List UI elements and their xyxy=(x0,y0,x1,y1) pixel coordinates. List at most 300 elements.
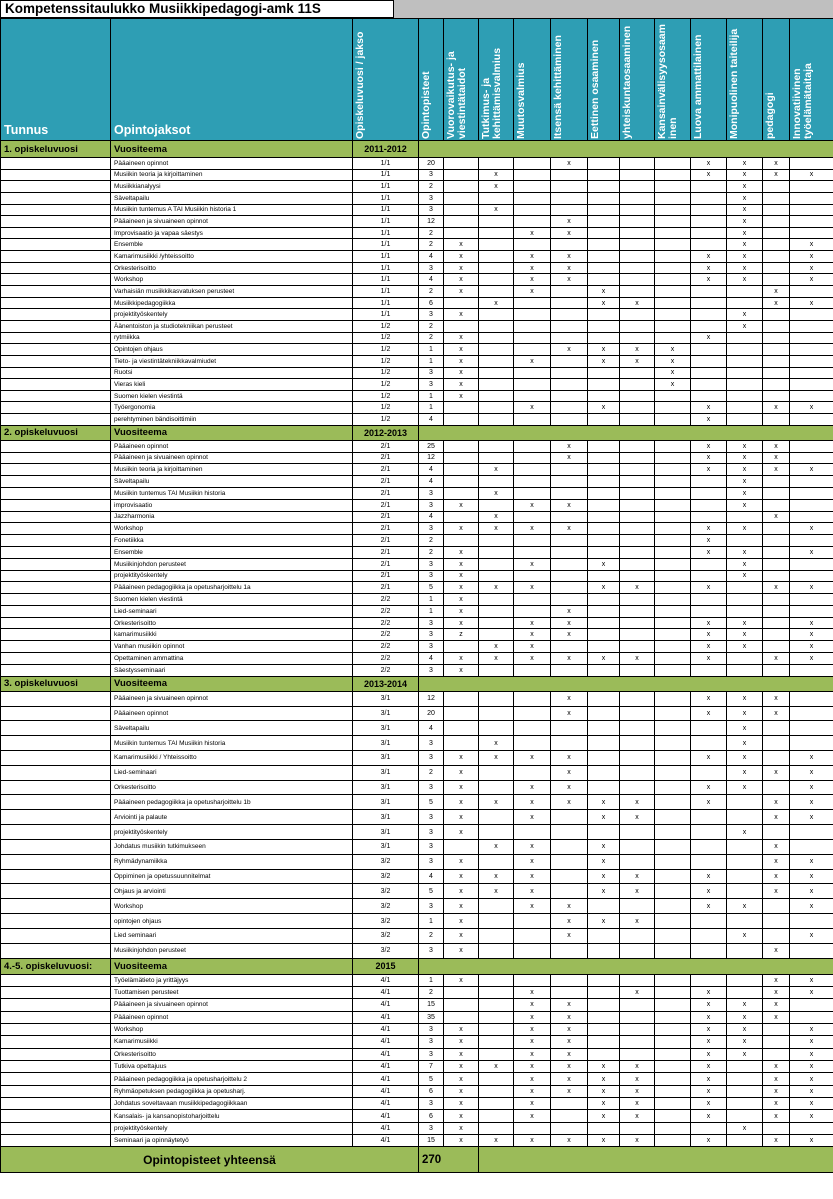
competency-mark-cell xyxy=(479,158,514,170)
competency-mark-cell xyxy=(655,943,691,958)
competency-mark-cell: x xyxy=(790,974,833,986)
column-header-competency-11 xyxy=(790,19,833,141)
competency-mark-cell xyxy=(551,239,588,251)
tunnus-cell xyxy=(1,169,111,181)
course-name-cell: projektityöskentely xyxy=(111,825,353,840)
competency-mark-cell: x xyxy=(551,158,588,170)
competency-mark-cell xyxy=(551,332,588,344)
rotated-header-label: pedagogi xyxy=(764,92,776,139)
competency-mark-cell xyxy=(691,721,727,736)
competency-mark-cell: x xyxy=(620,297,655,309)
competency-mark-cell xyxy=(691,765,727,780)
competency-mark-cell xyxy=(790,594,833,606)
competency-mark-cell: x xyxy=(763,1085,790,1097)
course-row xyxy=(1,582,833,594)
tunnus-cell xyxy=(1,464,111,476)
competency-mark-cell xyxy=(727,986,763,998)
course-name-cell: Orkesterisoitto xyxy=(111,262,353,274)
jakso-cell: 4/1 xyxy=(353,1011,419,1023)
jakso-cell: 2/2 xyxy=(353,641,419,653)
competency-mark-cell xyxy=(790,1122,833,1134)
course-name-cell: Tuottamisen perusteet xyxy=(111,986,353,998)
competency-mark-cell: x xyxy=(691,691,727,706)
competency-mark-cell xyxy=(444,464,479,476)
competency-mark-cell xyxy=(655,641,691,653)
competency-mark-cell xyxy=(551,884,588,899)
total-label: Opintopisteet yhteensä xyxy=(1,1147,419,1173)
course-row xyxy=(1,204,833,216)
tunnus-cell xyxy=(1,706,111,721)
competency-mark-cell xyxy=(551,854,588,869)
competency-mark-cell: x xyxy=(444,1036,479,1048)
competency-mark-cell: x xyxy=(620,355,655,367)
competency-mark-cell xyxy=(620,204,655,216)
tunnus-cell xyxy=(1,664,111,676)
course-name-cell: projektityöskentely xyxy=(111,1122,353,1134)
competency-mark-cell xyxy=(588,605,620,617)
competency-mark-cell: x xyxy=(691,999,727,1011)
competency-mark-cell xyxy=(479,320,514,332)
course-row xyxy=(1,535,833,547)
competency-mark-cell xyxy=(514,664,551,676)
jakso-cell: 2/1 xyxy=(353,440,419,452)
competency-mark-cell: x xyxy=(479,511,514,523)
competency-mark-cell xyxy=(444,691,479,706)
competency-mark-cell: x xyxy=(551,1011,588,1023)
jakso-cell: 4/1 xyxy=(353,974,419,986)
competency-mark-cell xyxy=(691,605,727,617)
jakso-cell: 4/1 xyxy=(353,1110,419,1122)
credits-cell: 3 xyxy=(419,367,444,379)
competency-mark-cell xyxy=(655,605,691,617)
competency-mark-cell: x xyxy=(479,839,514,854)
competency-mark-cell: x xyxy=(551,499,588,511)
credits-cell: 15 xyxy=(419,1135,444,1147)
course-name-cell: Pääaineen opinnot xyxy=(111,158,353,170)
competency-mark-cell: x xyxy=(727,239,763,251)
course-row xyxy=(1,251,833,263)
tunnus-cell xyxy=(1,943,111,958)
competency-mark-cell xyxy=(727,653,763,665)
course-name-cell: Kamarimusiikki xyxy=(111,1036,353,1048)
credits-cell: 1 xyxy=(419,344,444,356)
competency-mark-cell xyxy=(763,899,790,914)
competency-mark-cell: x xyxy=(551,452,588,464)
jakso-cell: 2/1 xyxy=(353,535,419,547)
competency-mark-cell xyxy=(763,181,790,193)
competency-mark-cell xyxy=(551,558,588,570)
competency-mark-cell: x xyxy=(551,440,588,452)
competency-mark-cell: x xyxy=(514,1023,551,1035)
course-name-cell: Musiikin teoria ja kirjoittaminen xyxy=(111,169,353,181)
course-name-cell: Oppiminen ja opetussuunnitelmat xyxy=(111,869,353,884)
competency-mark-cell: x xyxy=(691,1135,727,1147)
rotated-header-label: Kansainvälisyysosaaminen xyxy=(656,24,679,139)
tunnus-cell xyxy=(1,1011,111,1023)
competency-mark-cell: x xyxy=(444,780,479,795)
tunnus-cell xyxy=(1,594,111,606)
competency-mark-cell xyxy=(727,974,763,986)
competency-mark-cell: x xyxy=(691,1085,727,1097)
competency-mark-cell: x xyxy=(691,523,727,535)
competency-mark-cell: x xyxy=(790,854,833,869)
course-name-cell: Opettaminen ammattina xyxy=(111,653,353,665)
credits-cell: 4 xyxy=(419,511,444,523)
column-header-competency-9 xyxy=(727,19,763,141)
competency-mark-cell xyxy=(551,943,588,958)
competency-mark-cell: x xyxy=(514,1073,551,1085)
competency-mark-cell xyxy=(655,414,691,426)
jakso-cell: 4/1 xyxy=(353,986,419,998)
competency-mark-cell: x xyxy=(790,641,833,653)
competency-mark-cell: x xyxy=(691,869,727,884)
jakso-cell: 1/2 xyxy=(353,344,419,356)
competency-mark-cell xyxy=(514,943,551,958)
course-name-cell: Musiikkianalyysi xyxy=(111,181,353,193)
competency-mark-cell: x xyxy=(551,1036,588,1048)
competency-mark-cell: x xyxy=(620,884,655,899)
tunnus-cell xyxy=(1,1110,111,1122)
course-row xyxy=(1,884,833,899)
competency-mark-cell: x xyxy=(790,629,833,641)
competency-mark-cell: x xyxy=(588,1060,620,1072)
credits-cell: 1 xyxy=(419,594,444,606)
course-name-cell: Ohjaus ja arviointi xyxy=(111,884,353,899)
competency-mark-cell xyxy=(588,899,620,914)
competency-mark-cell: x xyxy=(727,499,763,511)
tunnus-cell xyxy=(1,765,111,780)
section-header-row xyxy=(1,676,833,691)
competency-mark-cell xyxy=(588,523,620,535)
competency-mark-cell: x xyxy=(444,582,479,594)
competency-mark-cell xyxy=(790,204,833,216)
competency-mark-cell xyxy=(763,332,790,344)
competency-mark-cell xyxy=(620,286,655,298)
competency-mark-cell: x xyxy=(479,750,514,765)
competency-mark-cell xyxy=(444,320,479,332)
column-header-opintojaksot: Opintojaksot xyxy=(111,19,353,141)
course-name-cell: Musiikinjohdon perusteet xyxy=(111,943,353,958)
competency-mark-cell: x xyxy=(444,1122,479,1134)
course-name-cell: Seminaari ja opinnäytetyö xyxy=(111,1135,353,1147)
competency-mark-cell: x xyxy=(727,216,763,228)
competency-mark-cell xyxy=(444,216,479,228)
competency-mark-cell xyxy=(479,535,514,547)
competency-mark-cell xyxy=(620,780,655,795)
competency-mark-cell xyxy=(691,928,727,943)
competency-mark-cell xyxy=(479,1122,514,1134)
competency-mark-cell xyxy=(691,227,727,239)
competency-mark-cell xyxy=(655,869,691,884)
course-row xyxy=(1,986,833,998)
competency-mark-cell xyxy=(620,440,655,452)
course-name-cell: Lied-seminaari xyxy=(111,605,353,617)
jakso-cell: 1/1 xyxy=(353,204,419,216)
competency-mark-cell xyxy=(763,204,790,216)
competency-mark-cell xyxy=(763,1023,790,1035)
competency-mark-cell xyxy=(620,535,655,547)
course-name-cell: Kamarimusiikki /yhteissoitto xyxy=(111,251,353,263)
competency-mark-cell xyxy=(655,795,691,810)
competency-mark-cell: x xyxy=(790,617,833,629)
competency-mark-cell: x xyxy=(514,1085,551,1097)
competency-mark-cell xyxy=(655,750,691,765)
rotated-header-label: Vuorovaikutus- ja viestintätaidot xyxy=(445,51,468,139)
competency-mark-cell: x xyxy=(727,262,763,274)
competency-mark-cell xyxy=(620,594,655,606)
competency-mark-cell xyxy=(727,884,763,899)
competency-mark-cell: x xyxy=(514,629,551,641)
course-name-cell: Tutkiva opettajuus xyxy=(111,1060,353,1072)
competency-mark-cell xyxy=(727,344,763,356)
competency-mark-cell xyxy=(514,605,551,617)
competency-mark-cell: x xyxy=(691,158,727,170)
competency-mark-cell: x xyxy=(691,706,727,721)
competency-mark-cell xyxy=(620,605,655,617)
competency-mark-cell xyxy=(588,440,620,452)
competency-mark-cell xyxy=(763,914,790,929)
course-name-cell: Johdatus soveltavaan musiikkipedagogiikkaan xyxy=(111,1098,353,1110)
competency-mark-cell xyxy=(790,943,833,958)
competency-mark-cell: x xyxy=(763,169,790,181)
competency-mark-cell xyxy=(790,216,833,228)
competency-mark-cell: x xyxy=(514,286,551,298)
jakso-cell: 3/1 xyxy=(353,750,419,765)
competency-mark-cell xyxy=(763,928,790,943)
competency-mark-cell xyxy=(727,535,763,547)
section-label: 4.-5. opiskeluvuosi: xyxy=(1,958,111,974)
competency-mark-cell xyxy=(691,854,727,869)
competency-mark-cell: x xyxy=(763,440,790,452)
course-name-cell: Musiikin tuntemus TAI Musiikin historia xyxy=(111,487,353,499)
competency-mark-cell: x xyxy=(514,854,551,869)
competency-mark-cell xyxy=(655,487,691,499)
rotated-header-label: Tutkimus- ja kehittämisvalmius xyxy=(480,47,503,139)
competency-mark-cell: x xyxy=(551,262,588,274)
tunnus-cell xyxy=(1,780,111,795)
competency-mark-cell xyxy=(727,1060,763,1072)
tunnus-cell xyxy=(1,332,111,344)
competency-mark-cell xyxy=(691,355,727,367)
tunnus-cell xyxy=(1,390,111,402)
competency-mark-cell xyxy=(655,617,691,629)
competency-mark-cell xyxy=(514,594,551,606)
jakso-cell: 1/1 xyxy=(353,181,419,193)
competency-mark-cell xyxy=(444,452,479,464)
jakso-cell: 3/1 xyxy=(353,736,419,751)
course-row xyxy=(1,216,833,228)
competency-mark-cell: x xyxy=(444,914,479,929)
section-theme-label: Vuositeema xyxy=(111,676,353,691)
credits-cell: 15 xyxy=(419,999,444,1011)
competency-mark-cell xyxy=(444,181,479,193)
competency-mark-cell xyxy=(620,181,655,193)
competency-mark-cell: x xyxy=(620,914,655,929)
competency-mark-cell xyxy=(479,974,514,986)
competency-mark-cell: x xyxy=(691,464,727,476)
credits-cell: 3 xyxy=(419,750,444,765)
competency-mark-cell xyxy=(514,511,551,523)
competency-mark-cell: x xyxy=(727,309,763,321)
jakso-cell: 3/1 xyxy=(353,780,419,795)
competency-mark-cell: x xyxy=(551,780,588,795)
competency-mark-cell xyxy=(588,216,620,228)
competency-mark-cell: x xyxy=(727,706,763,721)
competency-mark-cell xyxy=(514,706,551,721)
section-header-spacer xyxy=(419,676,833,691)
competency-mark-cell xyxy=(588,594,620,606)
competency-mark-cell: x xyxy=(514,795,551,810)
competency-mark-cell xyxy=(479,414,514,426)
competency-mark-cell xyxy=(551,641,588,653)
competency-mark-cell xyxy=(763,570,790,582)
competency-mark-cell: x xyxy=(763,158,790,170)
competency-mark-cell: x xyxy=(691,884,727,899)
competency-mark-cell xyxy=(479,452,514,464)
competency-mark-cell xyxy=(655,999,691,1011)
jakso-cell: 4/1 xyxy=(353,1036,419,1048)
competency-mark-cell xyxy=(588,511,620,523)
competency-mark-cell xyxy=(479,617,514,629)
competency-mark-cell xyxy=(620,192,655,204)
competency-mark-cell: x xyxy=(691,546,727,558)
competency-mark-cell: x xyxy=(790,1073,833,1085)
competency-mark-cell: x xyxy=(790,1098,833,1110)
competency-mark-cell xyxy=(444,535,479,547)
competency-mark-cell: x xyxy=(514,810,551,825)
competency-mark-cell xyxy=(763,251,790,263)
column-header-competency-10 xyxy=(763,19,790,141)
competency-mark-cell xyxy=(588,499,620,511)
competency-mark-cell xyxy=(620,839,655,854)
jakso-cell: 2/1 xyxy=(353,546,419,558)
column-header-competency-5 xyxy=(588,19,620,141)
competency-mark-cell: x xyxy=(727,617,763,629)
course-row xyxy=(1,691,833,706)
competency-mark-cell xyxy=(655,452,691,464)
competency-mark-cell xyxy=(551,402,588,414)
competency-mark-cell xyxy=(551,414,588,426)
course-name-cell: perehtyminen bändisoittimiin xyxy=(111,414,353,426)
competency-mark-cell xyxy=(620,274,655,286)
competency-mark-cell: x xyxy=(588,297,620,309)
competency-mark-cell: x xyxy=(551,344,588,356)
jakso-cell: 1/1 xyxy=(353,262,419,274)
competency-mark-cell: x xyxy=(727,558,763,570)
course-name-cell: improvisaatio xyxy=(111,499,353,511)
jakso-cell: 1/1 xyxy=(353,297,419,309)
competency-mark-cell: x xyxy=(444,750,479,765)
competency-mark-cell xyxy=(479,440,514,452)
course-row xyxy=(1,286,833,298)
competency-mark-cell xyxy=(727,286,763,298)
competency-mark-cell: x xyxy=(588,1135,620,1147)
competency-mark-cell xyxy=(551,869,588,884)
competency-mark-cell: x xyxy=(514,558,551,570)
course-name-cell: Pääaineen ja sivuaineen opinnot xyxy=(111,216,353,228)
competency-mark-cell: x xyxy=(620,1060,655,1072)
competency-mark-cell: x xyxy=(444,869,479,884)
jakso-cell: 3/2 xyxy=(353,854,419,869)
competency-mark-cell xyxy=(588,1048,620,1060)
competency-mark-cell: x xyxy=(444,605,479,617)
competency-mark-cell: x xyxy=(551,227,588,239)
competency-mark-cell xyxy=(691,309,727,321)
competency-mark-cell: x xyxy=(763,839,790,854)
competency-mark-cell xyxy=(514,169,551,181)
competency-mark-cell xyxy=(763,546,790,558)
course-row xyxy=(1,629,833,641)
competency-mark-cell xyxy=(790,511,833,523)
tunnus-cell xyxy=(1,251,111,263)
course-row xyxy=(1,464,833,476)
competency-mark-cell xyxy=(620,664,655,676)
competency-mark-cell xyxy=(588,721,620,736)
competency-mark-cell xyxy=(763,1036,790,1048)
competency-mark-cell: x xyxy=(763,1060,790,1072)
competency-mark-cell xyxy=(763,1122,790,1134)
competency-mark-cell xyxy=(655,854,691,869)
course-row xyxy=(1,765,833,780)
credits-cell: 3 xyxy=(419,736,444,751)
competency-mark-cell xyxy=(514,546,551,558)
tunnus-cell xyxy=(1,986,111,998)
competency-mark-cell: x xyxy=(763,974,790,986)
title-bar xyxy=(0,0,833,18)
competency-mark-cell xyxy=(514,181,551,193)
course-row xyxy=(1,239,833,251)
competency-mark-cell: x xyxy=(588,355,620,367)
competency-mark-cell xyxy=(655,986,691,998)
competency-mark-cell: x xyxy=(763,765,790,780)
competency-mark-cell xyxy=(551,476,588,488)
competency-mark-cell xyxy=(588,535,620,547)
competency-mark-cell xyxy=(444,440,479,452)
competency-mark-cell: x xyxy=(444,1060,479,1072)
credits-cell: 3 xyxy=(419,629,444,641)
course-row xyxy=(1,974,833,986)
competency-mark-cell xyxy=(655,332,691,344)
competency-mark-cell: x xyxy=(514,1135,551,1147)
competency-mark-cell xyxy=(655,810,691,825)
competency-mark-cell xyxy=(763,414,790,426)
competency-mark-cell: x xyxy=(588,869,620,884)
course-row xyxy=(1,390,833,402)
competency-mark-cell xyxy=(655,1073,691,1085)
competency-mark-cell xyxy=(655,309,691,321)
tunnus-cell xyxy=(1,558,111,570)
competency-mark-cell xyxy=(763,780,790,795)
competency-mark-cell: x xyxy=(514,274,551,286)
credits-cell: 4 xyxy=(419,274,444,286)
competency-mark-cell xyxy=(551,546,588,558)
column-header-competency-7 xyxy=(655,19,691,141)
jakso-cell: 2/1 xyxy=(353,499,419,511)
gray-filler xyxy=(394,0,833,18)
credits-cell: 5 xyxy=(419,1073,444,1085)
competency-mark-cell xyxy=(655,594,691,606)
course-name-cell: Pääaineen opinnot xyxy=(111,440,353,452)
course-name-cell: Johdatus musiikin tutkimukseen xyxy=(111,839,353,854)
competency-mark-cell: x xyxy=(588,839,620,854)
page-title: Kompetenssitaulukko Musiikkipedagogi-amk 11S xyxy=(0,0,394,18)
competency-mark-cell xyxy=(763,499,790,511)
competency-mark-cell xyxy=(620,1023,655,1035)
competency-mark-cell xyxy=(691,476,727,488)
competency-mark-cell xyxy=(588,332,620,344)
course-row xyxy=(1,664,833,676)
jakso-cell: 1/1 xyxy=(353,158,419,170)
